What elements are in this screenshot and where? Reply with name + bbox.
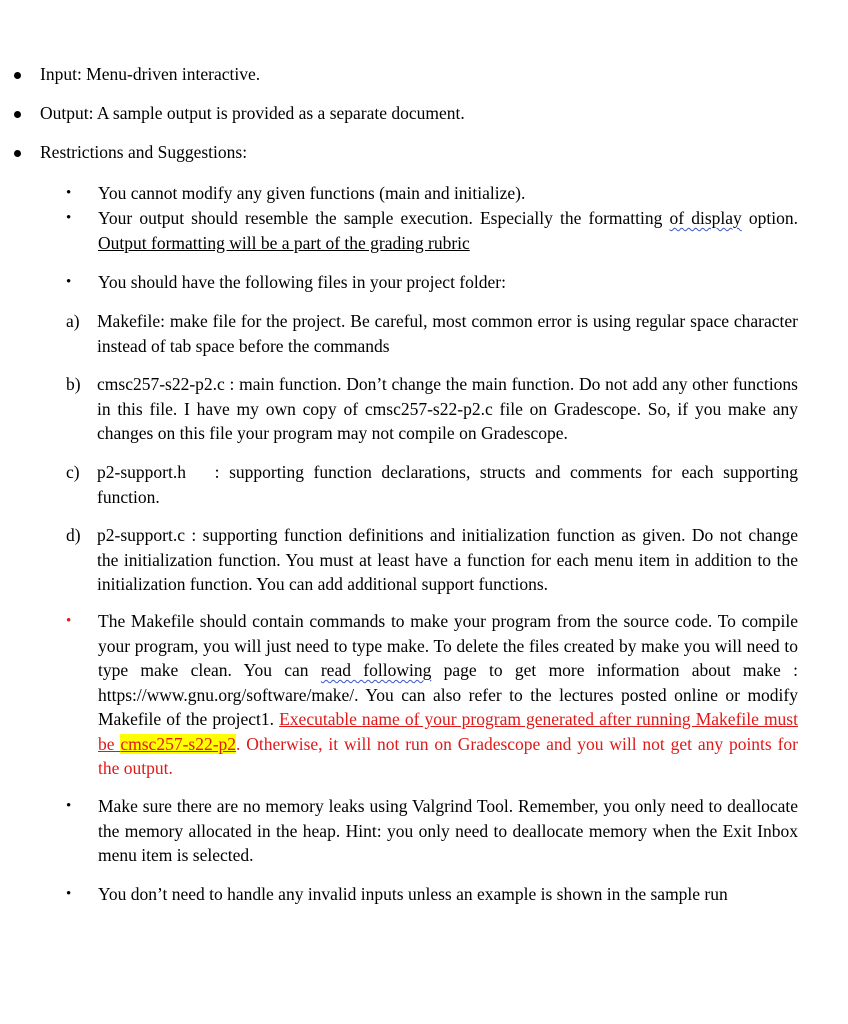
file-item-a xyxy=(66,309,798,358)
sub-bullet-text xyxy=(98,609,798,781)
spellcheck-text: read following xyxy=(320,660,432,680)
item-text: p2-support.h : supporting function declarations, structs and comments for each supporting function. xyxy=(97,462,803,507)
item-letter: b) xyxy=(66,374,81,394)
text-run: page to get more information about make : https://www.gnu.org/software/make/. You can also refer to the lectures posted online or modify Makefile of the project1. xyxy=(98,660,798,729)
underlined-text: Output formatting will be a part of the grading rubric xyxy=(98,232,470,253)
item-text: cmsc257-s22-p2.c : main function. Don’t change the main function. Do not add any other functions in this file. I have my own copy of cmsc257-s22-p2.c file on Gradescope. So, if you make any changes on this file your program may not compile on Gradescope. xyxy=(97,374,798,443)
file-item-d xyxy=(66,523,798,597)
bullet-text: Restrictions and Suggestions: xyxy=(40,142,248,162)
file-item-b xyxy=(66,372,798,446)
sub-bullet-makefile xyxy=(66,609,798,781)
text-run: option. xyxy=(741,208,798,228)
bullet-dot xyxy=(10,140,40,164)
text-run: Your output should resemble the sample execution. Especially the formatting xyxy=(98,208,670,228)
spellcheck-text: of display xyxy=(669,208,742,228)
sub-bullet-output-format xyxy=(66,206,798,255)
item-letter: a) xyxy=(66,311,80,331)
red-underlined-text: Executable name of your program generated after running Makefile must be xyxy=(98,709,798,754)
bullet-glyph: • xyxy=(66,185,72,201)
bullet-output xyxy=(10,101,808,126)
bullet-text: Output: A sample output is provided as a separate document. xyxy=(40,103,465,123)
bullet-dot xyxy=(10,62,40,86)
bullet-restrictions xyxy=(10,140,808,165)
bullet-glyph: • xyxy=(66,613,72,629)
sub-bullet-text: You don’t need to handle any invalid inputs unless an example is shown in the sample run xyxy=(98,884,728,904)
sub-bullet-no-modify xyxy=(66,181,798,206)
bullet-glyph: • xyxy=(66,274,72,290)
sub-bullet-files xyxy=(66,270,798,295)
red-text: . Otherwise, it will not run on Gradescope and you will not get any points for the output. xyxy=(98,733,798,778)
highlighted-executable-name: cmsc257-s22-p2 xyxy=(120,733,237,754)
text-run: The Makefile should contain commands to make your program from the source code. To compile your program, you will just need to type make. To delete the files created by make you will need to type make clean. You can xyxy=(98,611,798,680)
bullet-text: Input: Menu-driven interactive. xyxy=(40,64,261,84)
item-text: p2-support.c : supporting function definitions and initialization function as given. Do not change the initialization function. You must at least have a function for each menu item in addition to the initialization function. You can add additional support functions. xyxy=(97,525,798,594)
sub-bullet-text: You should have the following files in your project folder: xyxy=(98,272,506,292)
item-letter: c) xyxy=(66,462,80,482)
sub-bullet-text: Make sure there are no memory leaks using Valgrind Tool. Remember, you only need to deallocate the memory allocated in the heap. Hint: you only need to deallocate memory when the Exit Inbox menu item is selected. xyxy=(98,796,798,865)
sub-bullet-invalid xyxy=(66,882,798,907)
bullet-glyph: • xyxy=(66,798,72,814)
sub-bullet-text xyxy=(98,206,798,255)
item-letter: d) xyxy=(66,525,81,545)
bullet-input xyxy=(10,62,808,87)
bullet-glyph: • xyxy=(66,210,72,226)
bullet-glyph: • xyxy=(66,886,72,902)
file-item-c xyxy=(66,460,803,509)
item-text: Makefile: make file for the project. Be careful, most common error is using regular space character instead of tab space before the commands xyxy=(97,311,798,356)
bullet-dot xyxy=(10,101,40,125)
sub-bullet-text: You cannot modify any given functions (main and initialize). xyxy=(98,183,526,203)
sub-bullet-memory xyxy=(66,794,798,868)
